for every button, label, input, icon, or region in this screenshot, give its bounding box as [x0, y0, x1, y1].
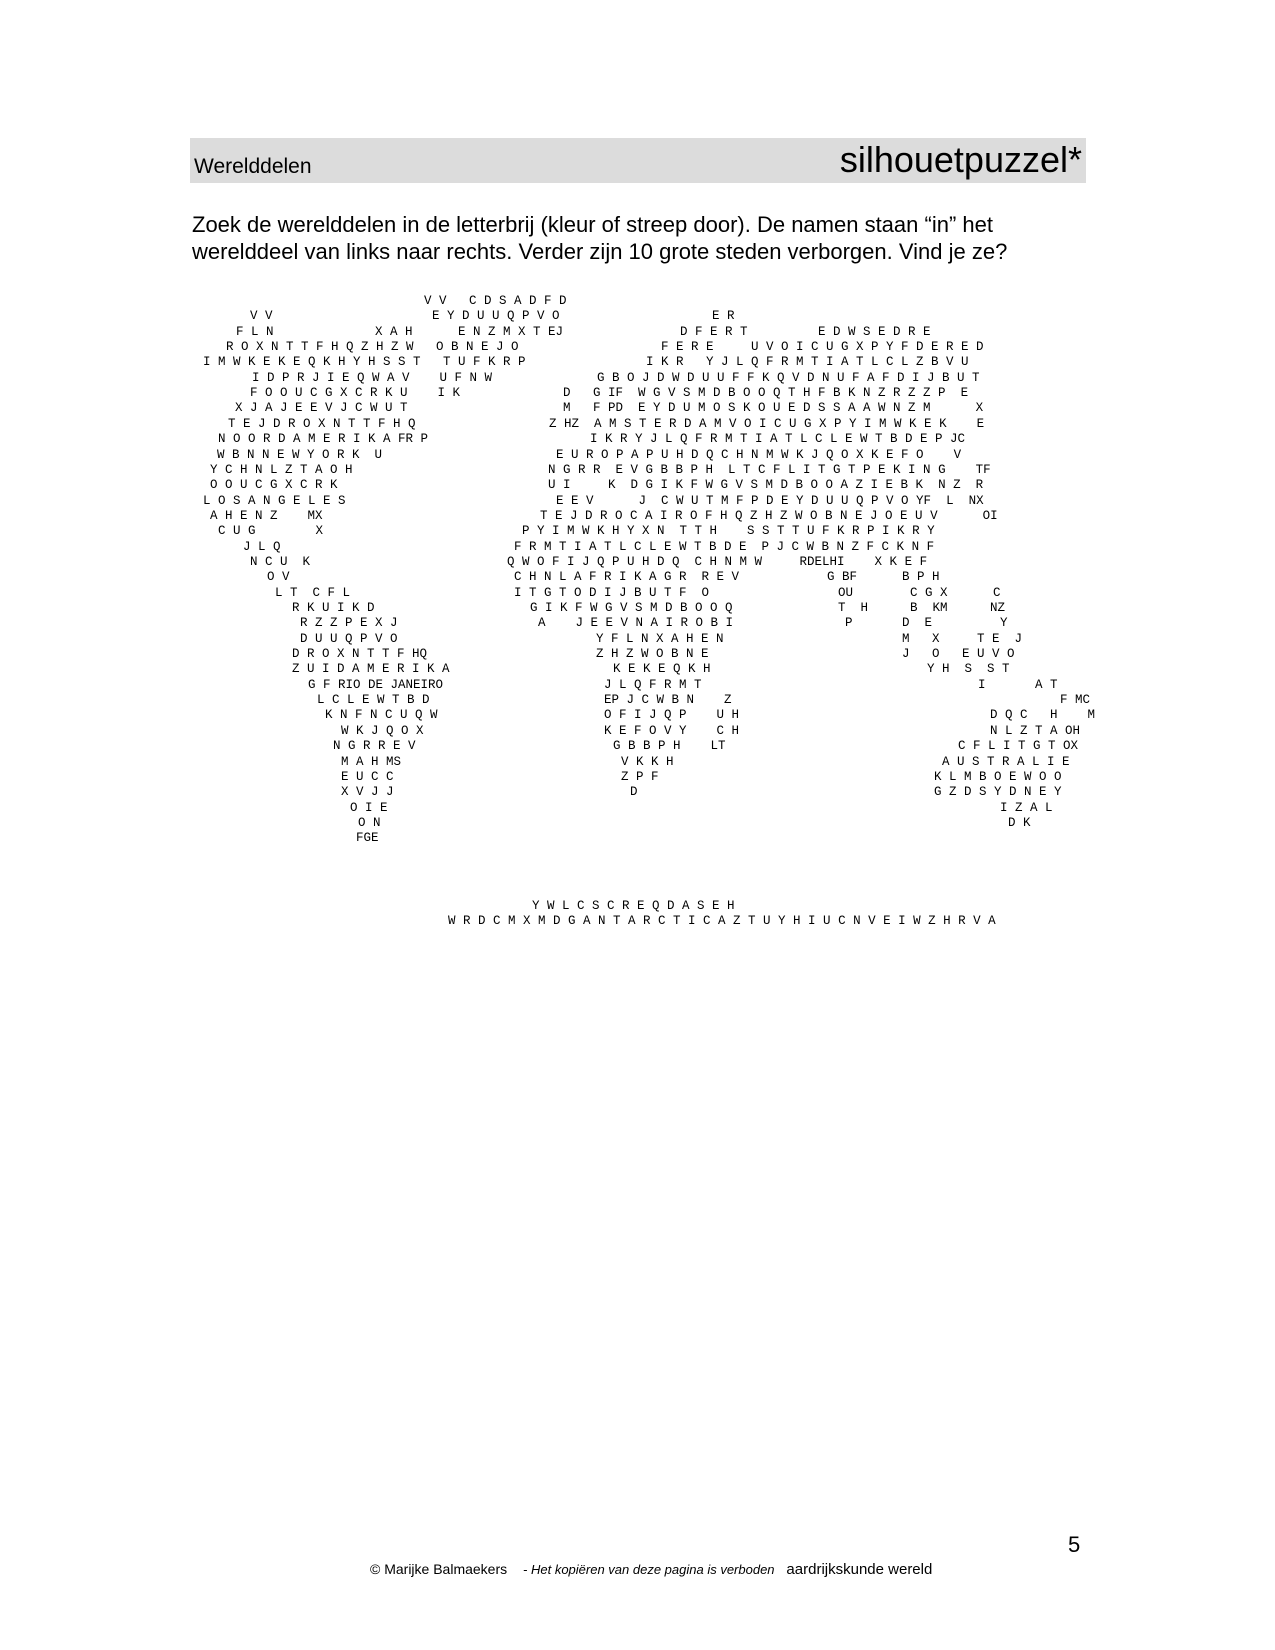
puzzle-row-segment: E R: [712, 309, 735, 324]
footer: [370, 1561, 932, 1578]
puzzle-row-segment: G F RIO DE JANEIRO: [308, 677, 444, 692]
puzzle-row-segment: V K K H: [621, 754, 674, 769]
puzzle-row-segment: X V J J: [341, 785, 394, 800]
puzzle-row-segment: G I K F W G V S M D B O O Q: [530, 601, 733, 615]
puzzle-row-segment: F L N: [236, 324, 274, 339]
header-right-title: silhouetpuzzel*: [839, 139, 1082, 180]
puzzle-row-segment: N C U K: [250, 554, 311, 569]
puzzle-row-segment: R O X N T T F H Q Z H Z W O B N E J O: [226, 340, 519, 355]
puzzle-row-segment: O F I J Q P U H: [604, 708, 740, 723]
puzzle-row-segment: O V: [267, 570, 290, 585]
puzzle-row-segment: I K R Y J L Q F R M T I A T L C L Z B V U: [646, 355, 969, 370]
puzzle-row-segment: F E R E U V O I C U G X P Y F D E R E D: [661, 340, 984, 355]
instruction-line: werelddeel van links naar rechts. Verder zijn 10 grote steden verborgen. Vind je ze?: [192, 239, 1008, 264]
puzzle-row-segment: M X T E J: [902, 631, 1023, 646]
puzzle-row-segment: J L Q: [243, 539, 281, 554]
puzzle-row-segment: G B O J D W D U U F F K Q V D N U F A F D I J B U T: [597, 370, 980, 385]
puzzle-row-segment: NZ: [990, 601, 1006, 615]
puzzle-row-segment: P: [845, 616, 853, 631]
puzzle-row-segment: J O E U V O: [902, 647, 1015, 662]
puzzle-row-segment: R Z Z P E X J: [300, 616, 398, 631]
puzzle-row-segment: Z U I D A M E R I K A: [292, 662, 450, 677]
puzzle-row-segment: E U R O P A P U H D Q C H N M W K J Q O X K E F O V: [556, 447, 962, 462]
puzzle-row-segment: Q W O F I J Q P U H D Q C H N M W RDELHI X K E F: [507, 554, 928, 569]
puzzle-row-segment: W K J Q O X: [341, 723, 424, 738]
puzzle-row-segment: F R M T I A T L C L E W T B D E P J C W B N Z F C K N F: [514, 539, 935, 554]
puzzle-row-segment: D K: [1008, 815, 1031, 830]
puzzle-row-segment: T E J D R O X N T T F H Q: [228, 416, 416, 431]
puzzle-row-segment: C F L I T G T OX: [958, 739, 1079, 754]
puzzle-row-segment: I: [978, 677, 986, 692]
puzzle-row-segment: X J A J E E V J C W U T: [235, 401, 408, 416]
puzzle-row-segment: N G R R E V G B B P H L T C F L I T G T P E K I N G TF: [548, 462, 991, 477]
puzzle-row-segment: N G R R E V: [333, 739, 416, 754]
puzzle-row-segment: Y: [1000, 616, 1008, 631]
puzzle-row-segment: M A H MS: [341, 754, 402, 769]
puzzle-row-segment: D: [630, 785, 638, 800]
puzzle-row-segment: U I K D G I K F W G V S M D B O O A Z I E B K N Z R: [548, 478, 984, 493]
puzzle-row-segment: A U S T R A L I E: [942, 754, 1070, 769]
puzzle-row-segment: B KM: [910, 601, 948, 615]
puzzle-row-segment: E N Z M X T EJ: [458, 324, 564, 339]
puzzle-row-segment: E Y D U U Q P V O: [432, 309, 560, 324]
puzzle-row-segment: E U C C: [341, 769, 394, 784]
puzzle-row-segment: I M W K E K E Q K H Y H S S T T U F K R P: [203, 355, 526, 370]
puzzle-row-segment: K E F O V Y C H: [604, 723, 740, 738]
puzzle-row-segment: I K R Y J L Q F R M T I A T L C L E W T B D E P JC: [590, 432, 966, 447]
puzzle-row-segment: E D W S E D R E: [818, 324, 931, 339]
puzzle-row-segment: E E V J C W U T M F P D E Y D U U Q P V O YF L NX: [556, 493, 984, 508]
puzzle-row-segment: N L Z T A OH: [990, 723, 1081, 738]
puzzle-row-segment: L C L E W T B D: [317, 693, 430, 708]
puzzle-row-segment: C U G X: [218, 524, 324, 539]
puzzle-row-segment: J L Q F R M T: [604, 677, 702, 692]
puzzle-row-segment: L T C F L: [275, 585, 351, 600]
header-bar: [190, 138, 1086, 183]
puzzle-row-segment: I D P R J I E Q W A V U F N W: [252, 370, 493, 385]
puzzle-row-segment: V V C D S A D F D: [424, 294, 567, 308]
puzzle-row-segment: K L M B O E W O O: [934, 769, 1062, 784]
puzzle-row-segment: L O S A N G E L E S: [203, 493, 346, 508]
puzzle-row-segment: G B B P H LT: [613, 739, 726, 754]
puzzle-row-segment: F O O U C G X C R K U I K: [250, 386, 461, 401]
puzzle-row-segment: D E: [902, 616, 933, 631]
puzzle-row-segment: Z H Z W O B N E: [596, 647, 709, 662]
puzzle-row-segment: Y C H N L Z T A O H: [210, 462, 353, 477]
puzzle-row-segment: T E J D R O C A I R O F H Q Z H Z W O B N E J O E U V OI: [540, 508, 998, 523]
puzzle-row-segment: C: [993, 585, 1001, 600]
puzzle-row-segment: EP J C W B N Z: [604, 693, 732, 708]
footer-copyright: © Marijke Balmaekers: [370, 1561, 508, 1577]
instructions: [192, 211, 1092, 265]
puzzle-row-segment: I Z A L: [1000, 800, 1053, 815]
puzzle-row-segment: W B N N E W Y O R K U: [217, 447, 383, 462]
puzzle-row-segment: FGE: [356, 831, 379, 846]
puzzle-row-segment: K N F N C U Q W: [325, 708, 438, 723]
header-left-title: Werelddelen: [194, 155, 312, 178]
puzzle-row-segment: A H E N Z MX: [210, 508, 323, 523]
puzzle-row-segment: D F E R T: [680, 324, 748, 339]
puzzle-row-segment: Y H S S T: [927, 662, 1010, 677]
puzzle-row-segment: K E K E Q K H: [613, 662, 711, 677]
puzzle-row-segment: O O U C G X C R K: [210, 478, 338, 493]
puzzle-row-segment: D R O X N T T F HQ: [292, 647, 428, 662]
puzzle-row-segment: Z P F: [621, 769, 659, 784]
footer-subject: aardrijkskunde wereld: [786, 1561, 933, 1578]
puzzle-row-segment: A J E E V N A I R O B I: [538, 616, 734, 631]
puzzle-row-segment: Y W L C S C R E Q D A S E H: [532, 899, 735, 913]
puzzle-row-segment: O I E: [350, 800, 388, 815]
puzzle-row-segment: Z HZ A M S T E R D A M V O I C U G X P Y I M W K E K E: [549, 416, 985, 431]
puzzle-row-segment: D Q C H M: [990, 708, 1096, 723]
puzzle-row-segment: G BF: [827, 570, 858, 585]
instruction-line: Zoek de werelddelen in de letterbrij (kleur of streep door). De namen staan “in” het: [192, 212, 993, 237]
puzzle-row-segment: C G X: [910, 585, 948, 600]
puzzle-row-segment: V V: [250, 309, 273, 324]
puzzle-row-segment: OU: [838, 585, 854, 600]
puzzle-row-segment: N O O R D A M E R I K A FR P: [218, 432, 429, 447]
puzzle-row-segment: W R D C M X M D G A N T A R C T I C A Z T U Y H I U C N V E I W Z H R V A: [448, 914, 996, 928]
puzzle-row-segment: R K U I K D: [292, 601, 375, 615]
puzzle-row-segment: D G IF W G V S M D B O O Q T H F B K N Z R Z Z P E: [563, 386, 969, 401]
puzzle-row-segment: D U U Q P V O: [300, 631, 398, 646]
footer-notice: - Het kopiëren van deze pagina is verboden: [523, 1562, 775, 1577]
puzzle-row-segment: O N: [358, 815, 381, 830]
puzzle-row-segment: T H: [838, 601, 869, 615]
puzzle-row-segment: G Z D S Y D N E Y: [934, 785, 1062, 800]
puzzle-row-segment: C H N L A F R I K A G R R E V: [514, 570, 740, 585]
puzzle-row-segment: B P H: [902, 570, 940, 585]
puzzle-row-segment: P Y I M W K H Y X N T T H S S T T U F K R P I K R Y: [522, 524, 935, 539]
page-number: 5: [1068, 1532, 1081, 1557]
puzzle-row-segment: M F PD E Y D U M O S K O U E D S S A A W N Z M X: [563, 401, 984, 416]
puzzle-row-segment: Y F L N X A H E N: [596, 631, 724, 646]
puzzle-row-segment: F MC: [1060, 693, 1091, 708]
puzzle-row-segment: X A H: [375, 324, 413, 339]
puzzle-row-segment: A T: [1035, 677, 1058, 692]
puzzle-row-segment: I T G T O D I J B U T F O: [514, 585, 710, 600]
